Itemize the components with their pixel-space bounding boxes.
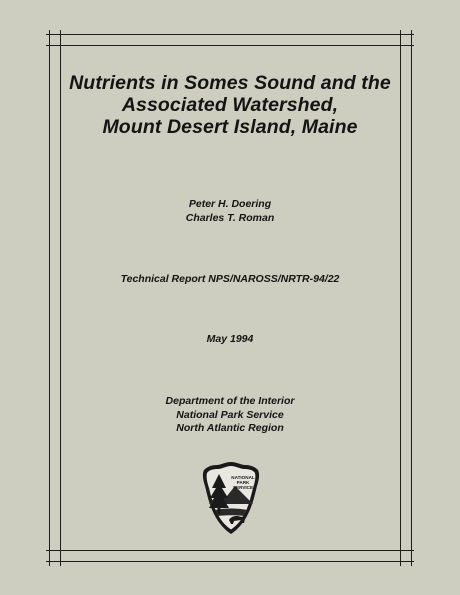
authors xyxy=(0,198,460,225)
report-number: Technical Report NPS/NAROSS/NRTR-94/22 xyxy=(120,273,340,285)
agency-line: National Park Service xyxy=(176,408,284,421)
nps-arrowhead-emblem-icon xyxy=(199,460,263,536)
report-title xyxy=(40,72,420,138)
publication-date: May 1994 xyxy=(206,333,254,345)
agency-line: North Atlantic Region xyxy=(176,422,284,434)
author-name: Peter H. Doering xyxy=(188,198,272,210)
agency-line: Department of the Interior xyxy=(165,395,295,407)
emblem-text-line: PARK xyxy=(236,480,250,485)
title-line: Mount Desert Island, Maine xyxy=(102,116,358,138)
title-line: Nutrients in Somes Sound and the xyxy=(69,72,391,94)
frame-line-top-inner xyxy=(46,45,414,46)
agency xyxy=(0,395,460,436)
emblem-text-line: NATIONAL xyxy=(231,475,255,480)
title-line: Associated Watershed, xyxy=(121,94,339,116)
frame-line-bottom-inner xyxy=(46,550,414,551)
frame-line-top-outer xyxy=(46,34,414,35)
author-name: Charles T. Roman xyxy=(185,211,275,224)
emblem-text-line: SERVICE xyxy=(232,485,254,490)
frame-line-bottom-outer xyxy=(46,561,414,562)
